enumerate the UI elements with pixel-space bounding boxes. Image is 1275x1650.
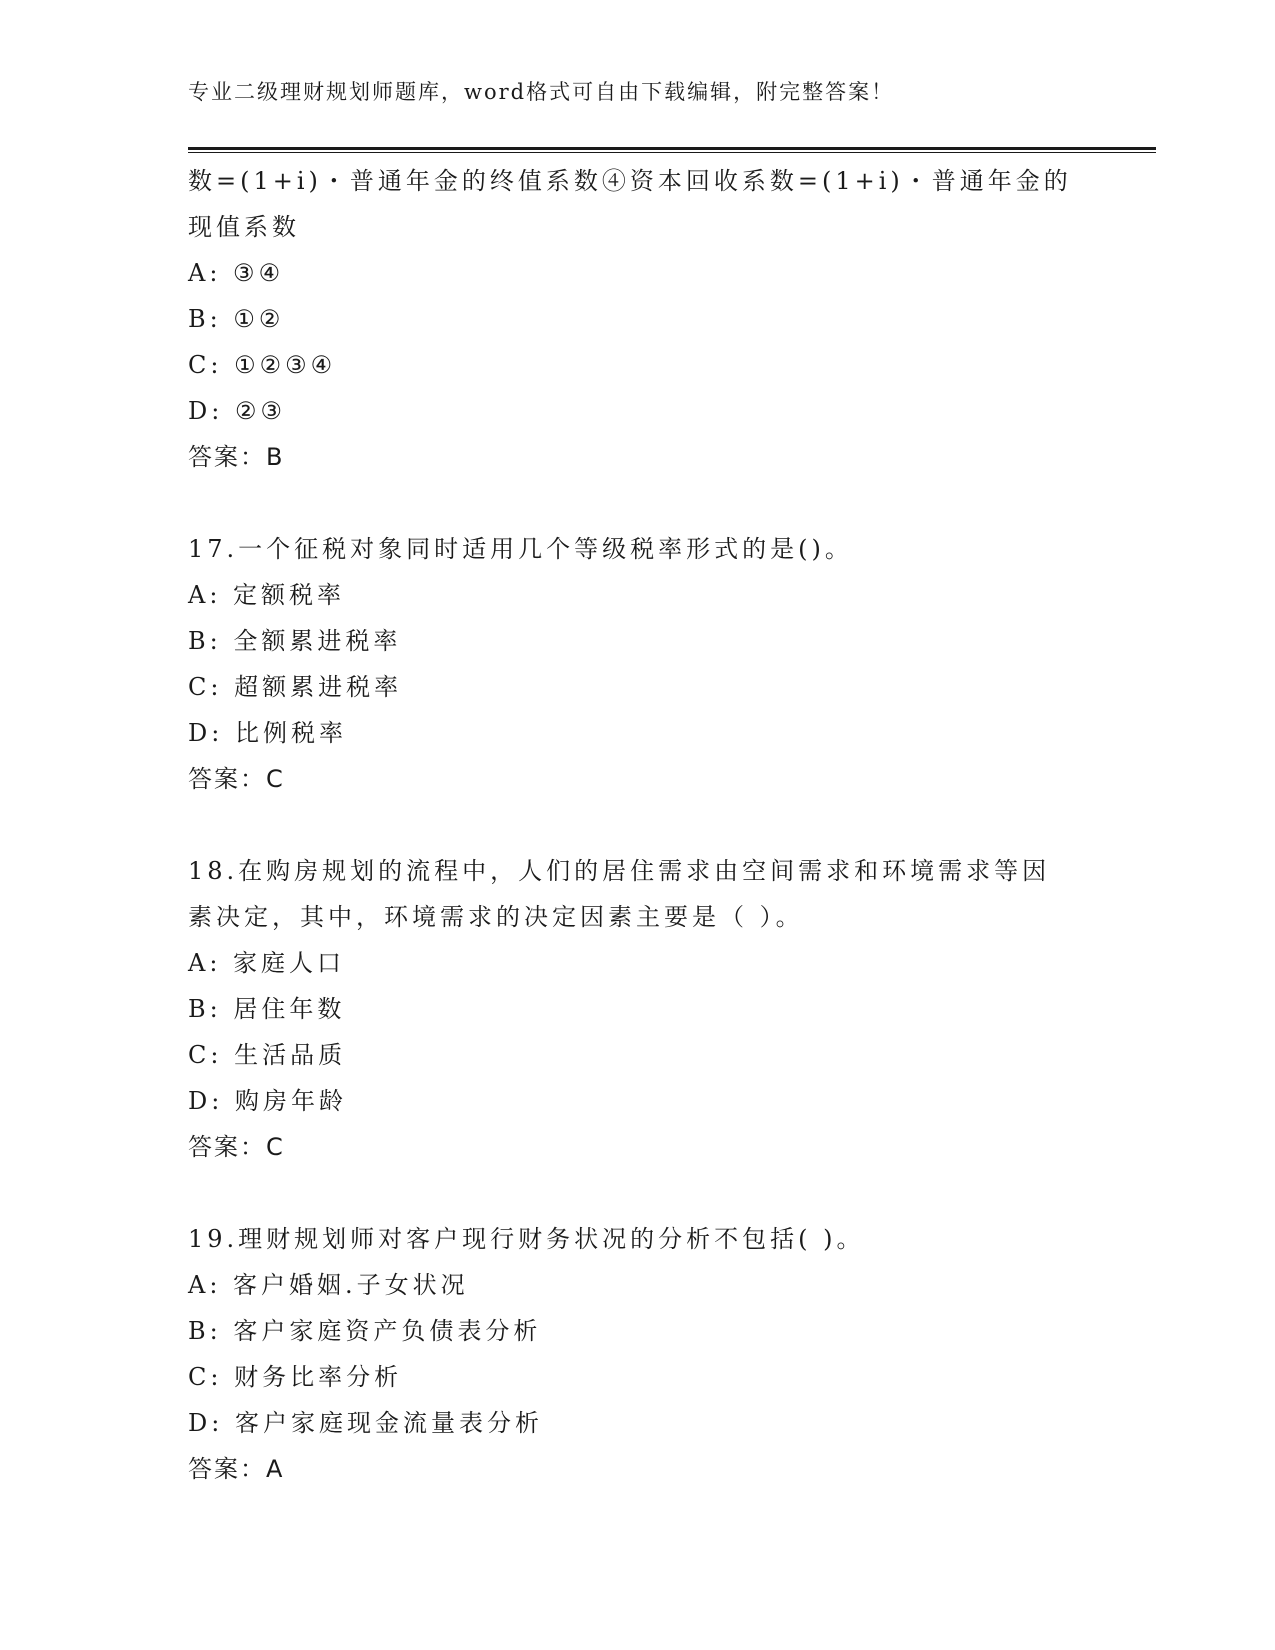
option-d: D: ②③ (188, 397, 286, 425)
question-18 (188, 848, 1088, 1170)
header-rule-thin (188, 152, 1156, 153)
option-d: D: 比例税率 (188, 719, 347, 747)
answer-line: 答案：A (188, 1455, 285, 1483)
option-d: D: 购房年龄 (188, 1087, 347, 1115)
question-text: 现值系数 (188, 213, 300, 241)
option-a: A: 家庭人口 (188, 949, 346, 977)
option-c: C: ①②③④ (188, 351, 337, 379)
option-b: B: 居住年数 (188, 995, 346, 1023)
option-b: B: 客户家庭资产负债表分析 (188, 1317, 542, 1345)
question-text: 18.在购房规划的流程中，人们的居住需求由空间需求和环境需求等因 (188, 857, 1051, 885)
page-header: 专业二级理财规划师题库，word格式可自由下载编辑，附完整答案！ (188, 80, 895, 104)
question-text: 17.一个征税对象同时适用几个等级税率形式的是()。 (188, 535, 853, 563)
answer-line: 答案：B (188, 443, 285, 471)
option-a: A: 定额税率 (188, 581, 346, 609)
question-19 (188, 1216, 1088, 1492)
option-b: B: ①② (188, 305, 285, 333)
question-content (188, 158, 1088, 1492)
option-c: C: 生活品质 (188, 1041, 347, 1069)
question-17 (188, 526, 1088, 802)
answer-line: 答案：C (188, 1133, 285, 1161)
option-d: D: 客户家庭现金流量表分析 (188, 1409, 543, 1437)
spacer (188, 802, 1088, 848)
option-b: B: 全额累进税率 (188, 627, 402, 655)
option-c: C: 超额累进税率 (188, 673, 403, 701)
spacer (188, 1170, 1088, 1216)
option-a: A: 客户婚姻.子女状况 (188, 1271, 469, 1299)
question-text: 素决定，其中，环境需求的决定因素主要是（ ）。 (188, 903, 804, 931)
question-16-continuation (188, 158, 1088, 480)
header-rule (188, 147, 1156, 150)
spacer (188, 480, 1088, 526)
question-text: 数=(1+i)・普通年金的终值系数④资本回收系数=(1+i)・普通年金的 (188, 167, 1072, 195)
option-c: C: 财务比率分析 (188, 1363, 403, 1391)
option-a: A: ③④ (188, 259, 285, 287)
question-text: 19.理财规划师对客户现行财务状况的分析不包括( )。 (188, 1225, 865, 1253)
answer-line: 答案：C (188, 765, 285, 793)
